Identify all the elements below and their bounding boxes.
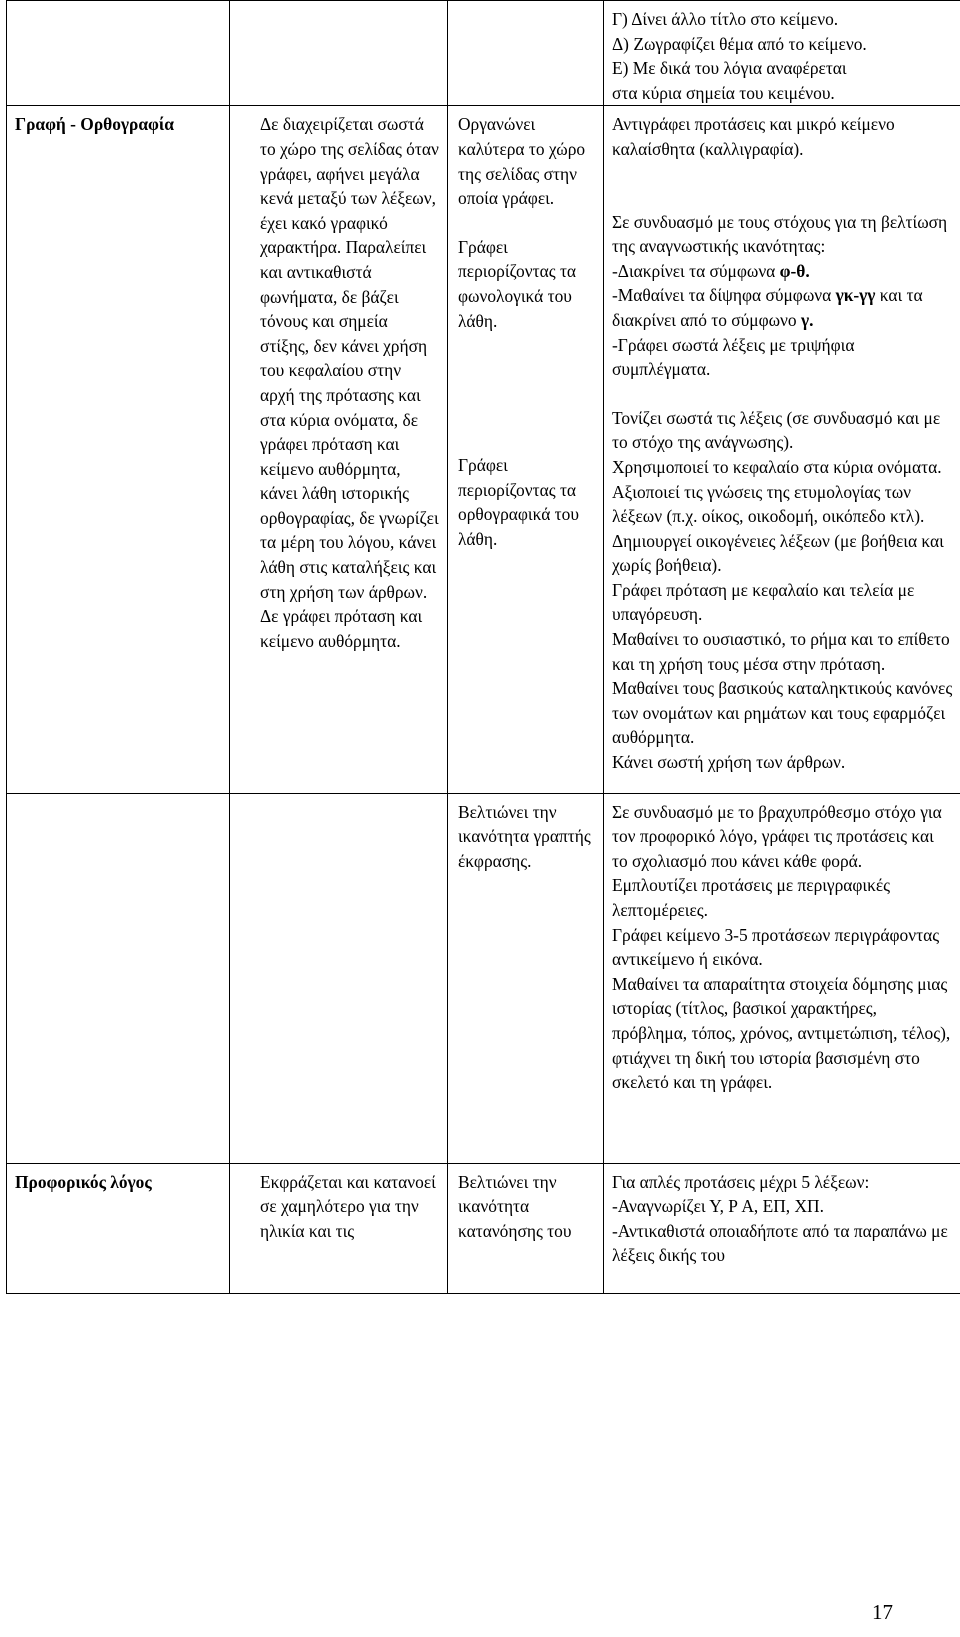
table-cell [230,106,448,793]
activity-bold: φ-θ. [779,260,810,281]
activity-bold: γ. [800,309,814,330]
activity-text: -Γράφει σωστά λέξεις με τριψήφια συμπλέγματα. [612,334,855,380]
activity-text: -Αναγνωρίζει Υ, Ρ Α, ΕΠ, ΧΠ. [612,1196,824,1217]
activity-line: στα κύρια σημεία του κειμένου. [612,82,835,103]
activity-text: Μαθαίνει τους βασικούς καταληκτικούς κανόνες των ονομάτων και ρημάτων και τους εφαρμόζει αυθόρμητα. [612,678,953,748]
activity-text: Αντιγράφει προτάσεις και μικρό κείμενο καλαίσθητα (καλλιγραφία). [612,114,895,159]
curriculum-table [6,0,960,1294]
table-cell [448,106,604,793]
activity-text: Γράφει πρόταση με κεφαλαίο και τελεία με υπαγόρευση. [612,579,915,625]
table-row [7,1,960,106]
table-cell [448,793,604,1163]
goal-text: Βελτιώνει την ικανότητα κατανόησης του [458,1171,572,1241]
difficulties-text: Δε διαχειρίζεται σωστά το χώρο της σελίδας όταν γράφει, αφήνει μεγάλα κενά μεταξύ των λέξεων, έχει κακό γραφικό χαρακτήρα. Παραλείπει και αντικαθιστά φωνήματα, δε βάζει τόνους και σημεία στίξης, δεν κάνει χρήση του κεφαλαίου στην αρχή της πρότασης και στα κύρια ονόματα, δε γράφει πρόταση και κείμενο αυθόρμητα, κάνει λάθη ιστορικής ορθογραφίας, δε γνωρίζει τα μέρη του λόγου, κάνει λάθη στις καταλήξεις και στη χρήση των άρθρων. [260,114,439,602]
activity-text: Μαθαίνει το ουσιαστικό, το ρήμα και το επίθετο και τη χρήση τους μέσα στην πρόταση. [612,629,950,674]
table-row [7,1163,960,1293]
activity-line: Ε) Με δικά του λόγια αναφέρεται [612,58,847,79]
activity-text: Για απλές προτάσεις μέχρι 5 λέξεων: [612,1171,870,1192]
goal-text: Γράφει περιορίζοντας τα ορθογραφικά του λάθη. [458,455,579,549]
table-row [7,793,960,1163]
activity-text: Σε συνδυασμό με το βραχυπρόθεσμο στόχο για τον προφορικό λόγο, γράφει τις προτάσεις και το σχολιασμό που κάνει κάθε φορά. [612,801,942,871]
activity-text: Δημιουργεί οικογένειες λέξεων (με βοήθεια και χωρίς βοήθεια). [612,530,944,576]
table-cell [604,1,960,106]
difficulties-text: Εκφράζεται και κατανοεί σε χαμηλότερο για την ηλικία και τις [260,1171,436,1241]
goal-text: Γράφει περιορίζοντας τα φωνολογικά του λάθη. [458,236,577,331]
row-heading: Γραφή - Ορθογραφία [15,114,174,135]
activity-text: Γράφει κείμενο 3-5 προτάσεων περιγράφοντας αντικείμενο ή εικόνα. [612,924,940,970]
activity-text: Εμπλουτίζει προτάσεις με περιγραφικές λεπτομέρειες. [612,875,891,920]
activity-fragment: -Διακρίνει τα σύμφωνα [612,260,780,281]
table-cell [7,106,230,793]
table-cell [448,1,604,106]
page-number: 17 [872,1600,893,1624]
table-cell [7,793,230,1163]
table-cell [604,793,960,1163]
goal-text: Βελτιώνει την ικανότητα γραπτής έκφρασης. [458,801,591,871]
activity-text [612,283,953,332]
activity-text: -Αντικαθιστά οποιαδήποτε από τα παραπάνω με λέξεις δικής του [612,1220,948,1266]
activity-line: Δ) Ζωγραφίζει θέμα από το κείμενο. [612,33,867,54]
activity-text: Αξιοποιεί τις γνώσεις της ετυμολογίας των λέξεων (π.χ. οίκος, οικοδομή, οικόπεδο κτλ). [612,481,925,527]
table-cell [604,106,960,793]
activity-text: Τονίζει σωστά τις λέξεις (σε συνδυασμό και με το στόχο της ανάγνωσης). [612,407,941,453]
table-cell [7,1163,230,1293]
table-cell [604,1163,960,1293]
table-cell [230,1,448,106]
activity-fragment: και τα διακρίνει από το σύμφωνο [612,285,923,330]
table-row [7,106,960,793]
activity-fragment: -Μαθαίνει τα δίψηφα σύμφωνα [612,285,836,306]
goal-text: Οργανώνει καλύτερα το χώρο της σελίδας στην οποία γράφει. [458,114,586,209]
activity-bold: γκ-γγ [835,285,876,306]
difficulties-text: Δε γράφει πρόταση και κείμενο αυθόρμητα. [260,606,423,651]
activity-text: Χρησιμοποιεί το κεφαλαίο στα κύρια ονόματα. [612,456,942,477]
activity-text: Σε συνδυασμό με τους στόχους για τη βελτίωση της αναγνωστικής ικανότητας: [612,211,948,257]
activity-text [612,259,953,284]
table-cell [230,1163,448,1293]
row-heading: Προφορικός λόγος [15,1171,152,1192]
table-cell [230,793,448,1163]
activity-line: Γ) Δίνει άλλο τίτλο στο κείμενο. [612,9,839,29]
table-cell [448,1163,604,1293]
activity-text: Κάνει σωστή χρήση των άρθρων. [612,752,846,773]
table-cell [7,1,230,106]
activity-text: Μαθαίνει τα απαραίτητα στοιχεία δόμησης μιας ιστορίας (τίτλος, βασικοί χαρακτήρες, πρόβλημα, τόπος, χρόνος, αντιμετώπιση, τέλος), φτιάχνει τη δική του ιστορία βασισμένη στο σκελετό και τη γράφει. [612,973,951,1093]
